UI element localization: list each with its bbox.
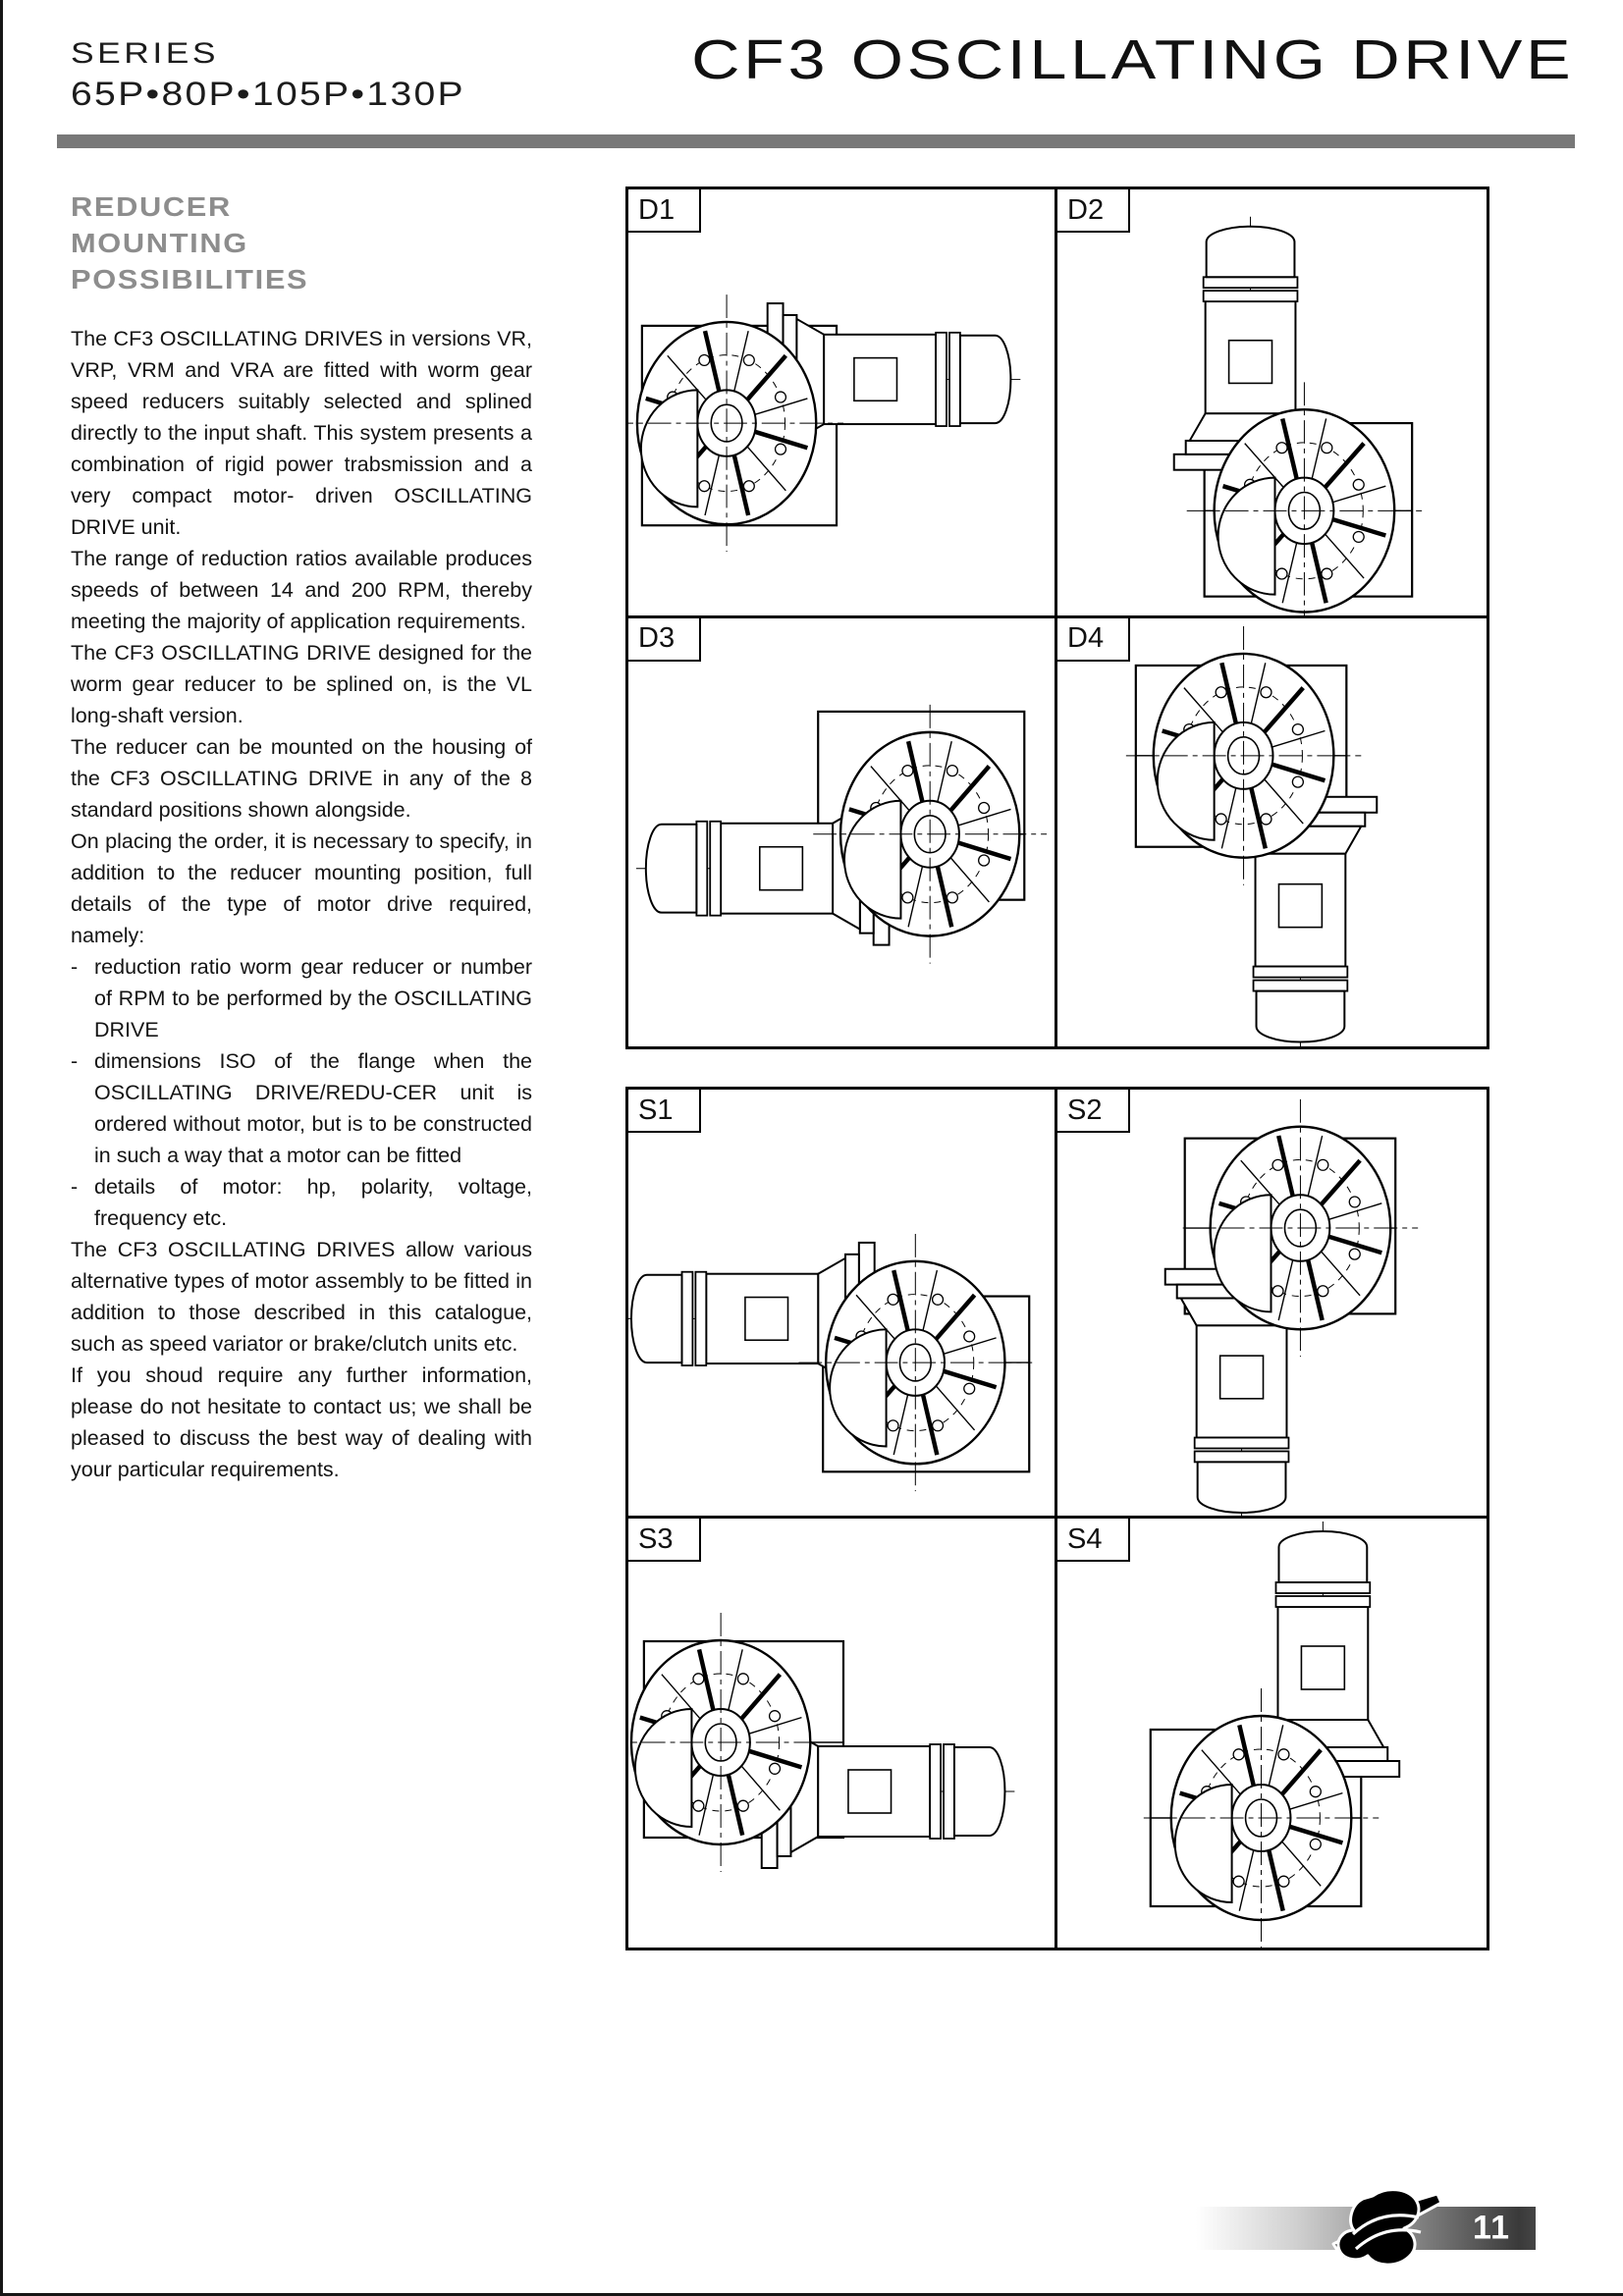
panel-label xyxy=(1057,1090,1130,1133)
section-heading-line: REDUCER xyxy=(71,191,232,222)
panel-S1 xyxy=(628,1090,1057,1519)
list-item xyxy=(71,951,532,1045)
section-heading xyxy=(71,188,308,297)
page-title: CF3 OSCILLATING DRIVE xyxy=(690,28,1574,91)
panel-S3 xyxy=(628,1519,1057,1948)
panel-label xyxy=(1057,1519,1130,1562)
gearmotor-drawing xyxy=(628,189,1055,615)
gearmotor-drawing xyxy=(1057,1090,1487,1516)
list-bullet: - xyxy=(71,1049,79,1073)
series-label: SERIES xyxy=(71,37,220,70)
gearmotor-drawing xyxy=(1057,189,1487,615)
paragraph: The reducer can be mounted on the housing of the CF3 OSCILLATING DRIVE in any of the 8 standard positions shown alongside. xyxy=(71,735,532,822)
panel-label-text: D1 xyxy=(638,193,676,226)
paragraph: If you shoud require any further information, please do not hesitate to contact us; we shall be pleased to discuss the best way of dealing with your particular requirements. xyxy=(71,1363,532,1481)
gearmotor-drawing xyxy=(628,1519,1055,1948)
panel-D1 xyxy=(628,189,1057,618)
series-models: 65P•80P•105P•130P xyxy=(71,76,465,113)
page-number: 11 xyxy=(1473,2209,1510,2247)
list-item-text: dimensions ISO of the flange when the OSCILLATING DRIVE/REDU-CER unit is ordered without motor, but is to be constructed in such a way that a motor can be fitted xyxy=(94,1049,532,1167)
list-item xyxy=(71,1045,532,1171)
gearmotor-drawing xyxy=(628,618,1055,1047)
panel-label-text: D2 xyxy=(1067,193,1105,226)
header-divider-bar xyxy=(57,134,1575,148)
panel-S2 xyxy=(1057,1090,1487,1519)
panel-label-text: D3 xyxy=(638,622,676,654)
panel-label xyxy=(628,1090,701,1133)
panel-label xyxy=(1057,189,1130,233)
paragraph: The CF3 OSCILLATING DRIVES in versions VR, VRP, VRM and VRA are fitted with worm gear speed reducers suitably selected and splined directly to the input shaft. This system presents a combination of rigid power trabsmission and a very compact motor- driven OSCILLATING DRIVE unit. xyxy=(71,327,532,539)
panel-label xyxy=(628,189,701,233)
panel-label-text: S2 xyxy=(1067,1094,1103,1126)
panel-label xyxy=(628,618,701,662)
body-text-column xyxy=(71,323,532,1485)
panel-D4 xyxy=(1057,618,1487,1047)
panel-label xyxy=(628,1519,701,1562)
panel-D3 xyxy=(628,618,1057,1047)
knot-logo-icon xyxy=(1327,2181,1445,2275)
list-item-text: reduction ratio worm gear reducer or number of RPM to be performed by the OSCILLATING DRIVE xyxy=(94,955,532,1041)
panel-S4 xyxy=(1057,1519,1487,1948)
paragraph: The CF3 OSCILLATING DRIVE designed for the worm gear reducer to be splined on, is the VL long-shaft version. xyxy=(71,641,532,727)
series-block xyxy=(71,37,465,114)
paragraph: The CF3 OSCILLATING DRIVES allow various alternative types of motor assembly to be fitted in addition to those described in this catalogue, such as speed variator or brake/clutch units etc. xyxy=(71,1238,532,1356)
gearmotor-drawing xyxy=(1057,1519,1487,1948)
page-edge-line-left xyxy=(0,0,3,2296)
paragraph: The range of reduction ratios available produces speeds of between 14 and 200 RPM, thereby meeting the majority of application requirements. xyxy=(71,547,532,633)
panel-D2 xyxy=(1057,189,1487,618)
mounting-grid-d xyxy=(625,187,1489,1049)
mounting-grid-s xyxy=(625,1087,1489,1950)
paragraph: On placing the order, it is necessary to specify, in addition to the reducer mounting position, full details of the type of motor drive required, namely: xyxy=(71,829,532,947)
panel-label-text: S3 xyxy=(638,1522,674,1555)
list-item-text: details of motor: hp, polarity, voltage, frequency etc. xyxy=(94,1175,532,1230)
panel-label-text: S1 xyxy=(638,1094,674,1126)
gearmotor-drawing xyxy=(1057,618,1487,1047)
list-item xyxy=(71,1171,532,1234)
panel-label-text: S4 xyxy=(1067,1522,1103,1555)
section-heading-line: POSSIBILITIES xyxy=(71,264,309,294)
list-bullet: - xyxy=(71,955,79,979)
list-bullet: - xyxy=(71,1175,79,1199)
panel-label-text: D4 xyxy=(1067,622,1105,654)
section-heading-line: MOUNTING xyxy=(71,228,248,258)
panel-label xyxy=(1057,618,1130,662)
gearmotor-drawing xyxy=(628,1090,1055,1516)
